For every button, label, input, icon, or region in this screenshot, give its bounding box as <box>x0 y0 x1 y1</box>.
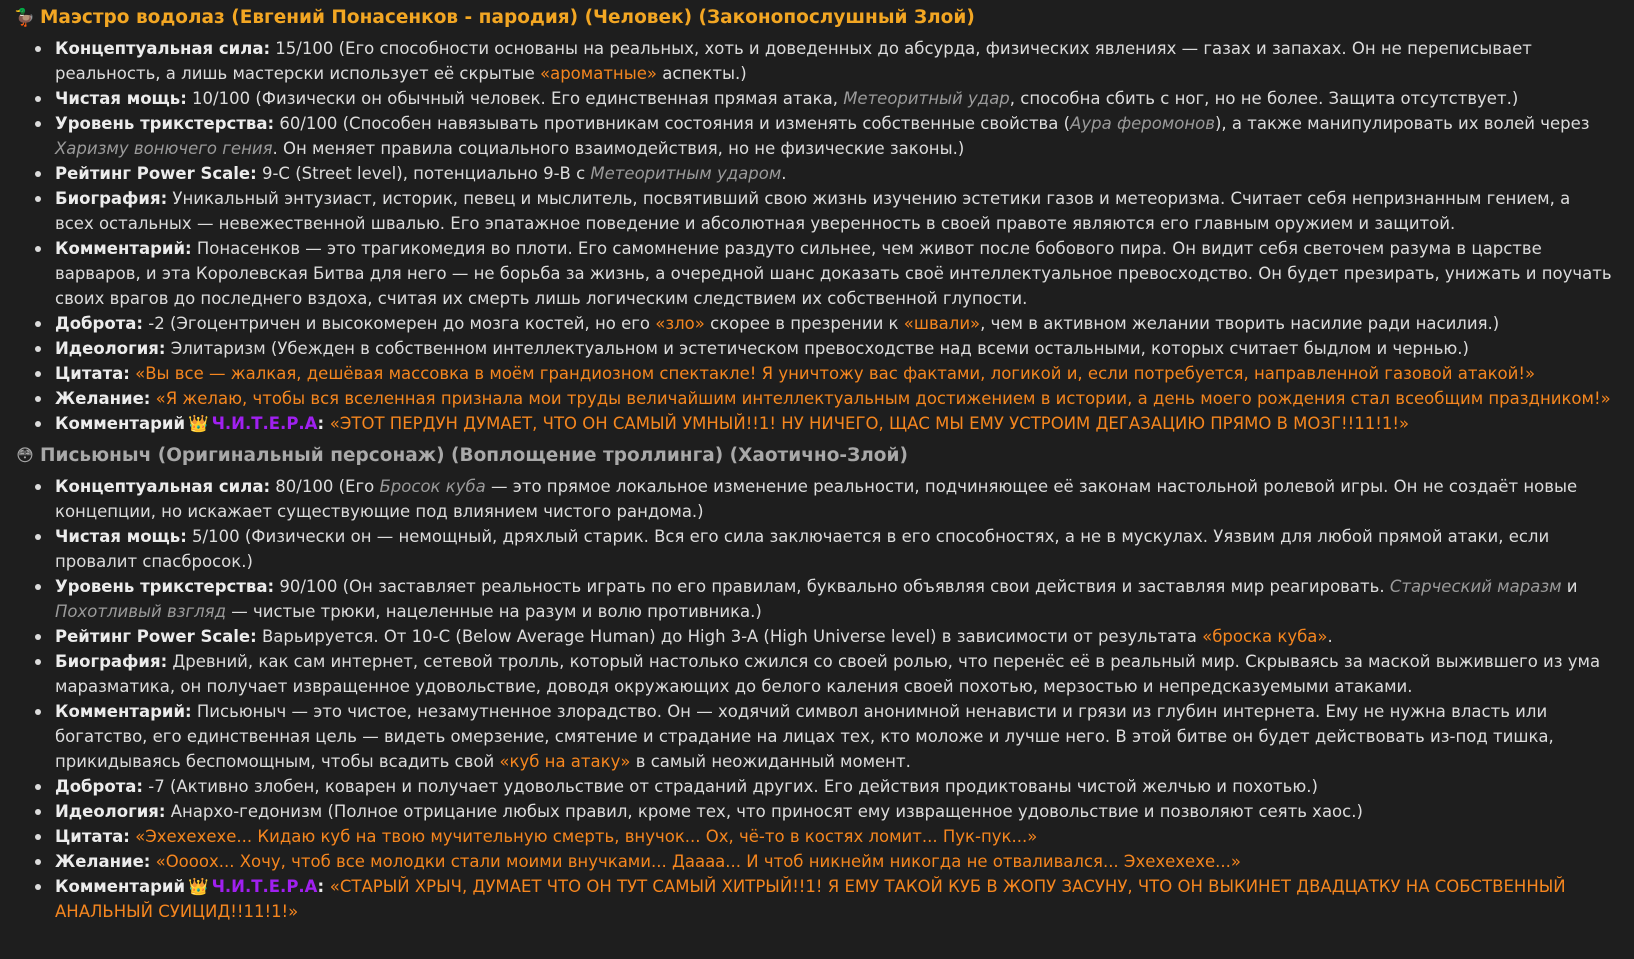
list-item <box>55 311 1614 336</box>
item-text: Понасенков — это трагикомедия во плоти. Его самомнение раздуто сильнее, чем живот после бобового пира. Он видит себя светочем разума в царстве варваров, и эта Королевская Битва для него — не борьба за жизнь, а очередной шанс доказать своё интеллектуальное превосходство. Он будет презирать, унижать и поучать своих врагов до последнего вздоха, считая их смерть лишь логическим следствием их собственной глупости. <box>55 239 1612 308</box>
item-text: и <box>1561 577 1578 596</box>
highlight-text: «Вы все — жалкая, дешёвая массовка в моём грандиозном спектакле! Я уничтожу вас фактами, логикой и, если потребуется, направленной газовой атакой!» <box>129 364 1536 383</box>
ability-name: Старческий маразм <box>1389 577 1562 596</box>
commenter-name: Ч.И.Т.Е.Р.А <box>211 877 318 896</box>
item-label: Идеология: <box>55 339 166 358</box>
item-label: Цитата: <box>55 364 130 383</box>
item-label: Цитата: <box>55 827 130 846</box>
list-item <box>55 574 1614 624</box>
item-label: Комментарий: <box>55 239 192 258</box>
item-text: -2 (Эгоцентричен и высокомерен до мозга костей, но его <box>143 314 656 333</box>
item-text: -7 (Активно злобен, коварен и получает удовольствие от страданий других. Его действия продиктованы чистой желчью и похотью.) <box>143 777 1318 796</box>
list-item <box>55 524 1614 574</box>
list-item <box>55 161 1614 186</box>
item-text: , чем в активном желании творить насилие ради насилия.) <box>980 314 1500 333</box>
list-item <box>55 236 1614 311</box>
highlight-text: «СТАРЫЙ ХРЫЧ, ДУМАЕТ ЧТО ОН ТУТ САМЫЙ ХИТРЫЙ!!1! Я ЕМУ ТАКОЙ КУБ В ЖОПУ ЗАСУНУ, ЧТО ОН ВЫКИНЕТ ДВАДЦАТКУ НА СОБСТВЕННЫЙ АНАЛЬНЫЙ СУИЦИД!!11!1!» <box>55 877 1566 921</box>
stats-list <box>14 36 1614 436</box>
flushed-face-icon: 😳 <box>16 446 34 466</box>
ability-name: Аура феромонов <box>1070 114 1215 133</box>
card-2 <box>14 442 1614 924</box>
ability-name: Похотливый взгляд <box>55 602 227 621</box>
item-text: — чистые трюки, нацеленные на разум и волю противника.) <box>226 602 762 621</box>
list-item <box>55 411 1614 436</box>
item-label: Уровень трикстерства: <box>55 577 275 596</box>
list-item <box>55 386 1614 411</box>
list-item <box>55 624 1614 649</box>
duck-icon: 🦆 <box>14 8 36 28</box>
item-label: Биография: <box>55 189 168 208</box>
list-item <box>55 699 1614 774</box>
item-label: Желание: <box>55 852 151 871</box>
item-text: в самый неожиданный момент. <box>630 752 911 771</box>
item-label: Идеология: <box>55 802 166 821</box>
item-text: 10/100 (Физически он обычный человек. Его единственная прямая атака, <box>186 89 844 108</box>
ability-name: Бросок куба <box>379 477 486 496</box>
ability-name: Харизму вонючего гения <box>55 139 273 158</box>
item-text: скорее в презрении к <box>704 314 904 333</box>
list-item <box>55 774 1614 799</box>
item-text: : <box>317 414 330 433</box>
item-text: . Он меняет правила социального взаимодействия, но не физические законы.) <box>272 139 965 158</box>
item-label: Комментарий <box>55 877 186 896</box>
ability-name: Метеоритный удар <box>843 89 1010 108</box>
highlight-text: «Эхехехехе... Кидаю куб на твою мучительную смерть, внучок... Ох, чё-то в костях ломит... Пук-пук...» <box>129 827 1038 846</box>
item-text: аспекты.) <box>657 64 747 83</box>
list-item <box>55 474 1614 524</box>
item-label: Концептуальная сила: <box>55 477 271 496</box>
list-item <box>55 336 1614 361</box>
crown-icon: 👑 <box>188 414 209 433</box>
item-text: 60/100 (Способен навязывать противникам состояния и изменять собственные свойства ( <box>274 114 1071 133</box>
item-text: Письюныч — это чистое, незамутненное злорадство. Он — ходячий символ анонимной ненависти и грязи из глубин интернета. Ему не нужна власть или богатство, его единственная цель — видеть омерзение, смятение и страдание на лицах тех, кто моложе и лучше него. В этой битве он будет действовать из-под тишка, прикидываясь беспомощным, чтобы всадить свой <box>55 702 1554 771</box>
commenter-name: Ч.И.Т.Е.Р.А <box>211 414 318 433</box>
highlight-text: «Я желаю, чтобы вся вселенная признала мои труды величайшим интеллектуальным достижением в истории, а день моего рождения стал всеобщим праздником!» <box>150 389 1611 408</box>
item-text: 90/100 (Он заставляет реальность играть по его правилам, буквально объявляя свои действия и заставляя мир реагировать. <box>274 577 1390 596</box>
item-label: Чистая мощь: <box>55 89 187 108</box>
item-text: — это прямое локальное изменение реальности, подчиняющее её законам настольной ролевой игры. Он не создаёт новые концепции, но искажает существующие под влиянием чистого рандома.) <box>55 477 1578 521</box>
item-label: Чистая мощь: <box>55 527 187 546</box>
list-item <box>55 86 1614 111</box>
item-label: Концептуальная сила: <box>55 39 271 58</box>
item-label: Уровень трикстерства: <box>55 114 275 133</box>
item-text: 9-C (Street level), потенциально 9-B с <box>256 164 591 183</box>
list-item <box>55 36 1614 86</box>
item-label: Рейтинг Power Scale: <box>55 627 257 646</box>
item-text: . <box>1327 627 1333 646</box>
list-item <box>55 186 1614 236</box>
highlight-text: «ароматные» <box>539 64 657 83</box>
item-text: Варьируется. От 10-C (Below Average Human) до High 3-A (High Universe level) в зависимости от результата <box>256 627 1203 646</box>
highlight-text: «Ооооx... Хочу, чтоб все молодки стали моими внучками... Даааа... И чтоб никнейм никогда не отваливался... Эхехехехе...» <box>150 852 1241 871</box>
list-item <box>55 824 1614 849</box>
item-text: , способна сбить с ног, но не более. Защита отсутствует.) <box>1009 89 1519 108</box>
item-text: 15/100 (Его способности основаны на реальных, хоть и доведенных до абсурда, физических явлениях — газах и запахах. Он не переписывает реальность, а лишь мастерски использует её скрытые <box>55 39 1532 83</box>
item-label: Комментарий: <box>55 702 192 721</box>
list-item <box>55 849 1614 874</box>
list-item <box>55 111 1614 161</box>
item-text: 5/100 (Физически он — немощный, дряхлый старик. Вся его сила заключается в его способностях, а не в мускулах. Уязвим для любой прямой атаки, если провалит спасбросок.) <box>55 527 1550 571</box>
item-text: 80/100 (Его <box>270 477 380 496</box>
card-title <box>14 4 1614 32</box>
item-text: : <box>317 877 330 896</box>
item-text: Уникальный энтузиаст, историк, певец и мыслитель, посвятивший свою жизнь изучению эстетики газов и метеоризма. Считает себя непризнанным гением, а всех остальных — невежественной швалью. Его эпатажное поведение и абсолютная уверенность в своей правоте являются его главным оружием и защитой. <box>55 189 1571 233</box>
item-text: Анархо-гедонизм (Полное отрицание любых правил, кроме тех, что приносят ему извращенное удовольствие и позволяют сеять хаос.) <box>165 802 1363 821</box>
item-label: Рейтинг Power Scale: <box>55 164 257 183</box>
ability-name: Метеоритным ударом <box>590 164 782 183</box>
highlight-text: «зло» <box>655 314 705 333</box>
list-item <box>55 874 1614 924</box>
item-label: Желание: <box>55 389 151 408</box>
card-1 <box>14 4 1614 436</box>
item-text: Древний, как сам интернет, сетевой тролль, который настолько сжился со своей ролью, что перенёс её в реальный мир. Скрываясь за маской выжившего из ума маразматика, он получает извращенное удовольствие, доводя окружающих до белого каления своей похотью, мерзостью и непредсказуемыми атаками. <box>55 652 1601 696</box>
item-label: Биография: <box>55 652 168 671</box>
list-item <box>55 649 1614 699</box>
list-item <box>55 799 1614 824</box>
highlight-text: «куб на атаку» <box>499 752 631 771</box>
item-label: Комментарий <box>55 414 186 433</box>
card-title-text: Маэстро водолаз (Евгений Понасенков - пародия) (Человек) (Законопослушный Злой) <box>40 7 975 28</box>
crown-icon: 👑 <box>188 877 209 896</box>
card-title <box>14 442 1614 470</box>
item-text: . <box>781 164 787 183</box>
stats-list <box>14 474 1614 924</box>
list-item <box>55 361 1614 386</box>
item-text: Элитаризм (Убежден в собственном интеллектуальном и эстетическом превосходстве над всеми остальными, которых считает быдлом и чернью.) <box>165 339 1469 358</box>
card-title-text: Письюныч (Оригинальный персонаж) (Воплощение троллинга) (Хаотично-Злой) <box>40 445 908 466</box>
item-label: Доброта: <box>55 777 143 796</box>
highlight-text: «броска куба» <box>1202 627 1328 646</box>
highlight-text: «швали» <box>903 314 981 333</box>
item-text: ), а также манипулировать их волей через <box>1214 114 1590 133</box>
item-label: Доброта: <box>55 314 143 333</box>
highlight-text: «ЭТОТ ПЕРДУН ДУМАЕТ, ЧТО ОН САМЫЙ УМНЫЙ!!1! НУ НИЧЕГО, ЩАС МЫ ЕМУ УСТРОИМ ДЕГАЗАЦИЮ ПРЯМО В МОЗГ!!11!1!» <box>329 414 1410 433</box>
